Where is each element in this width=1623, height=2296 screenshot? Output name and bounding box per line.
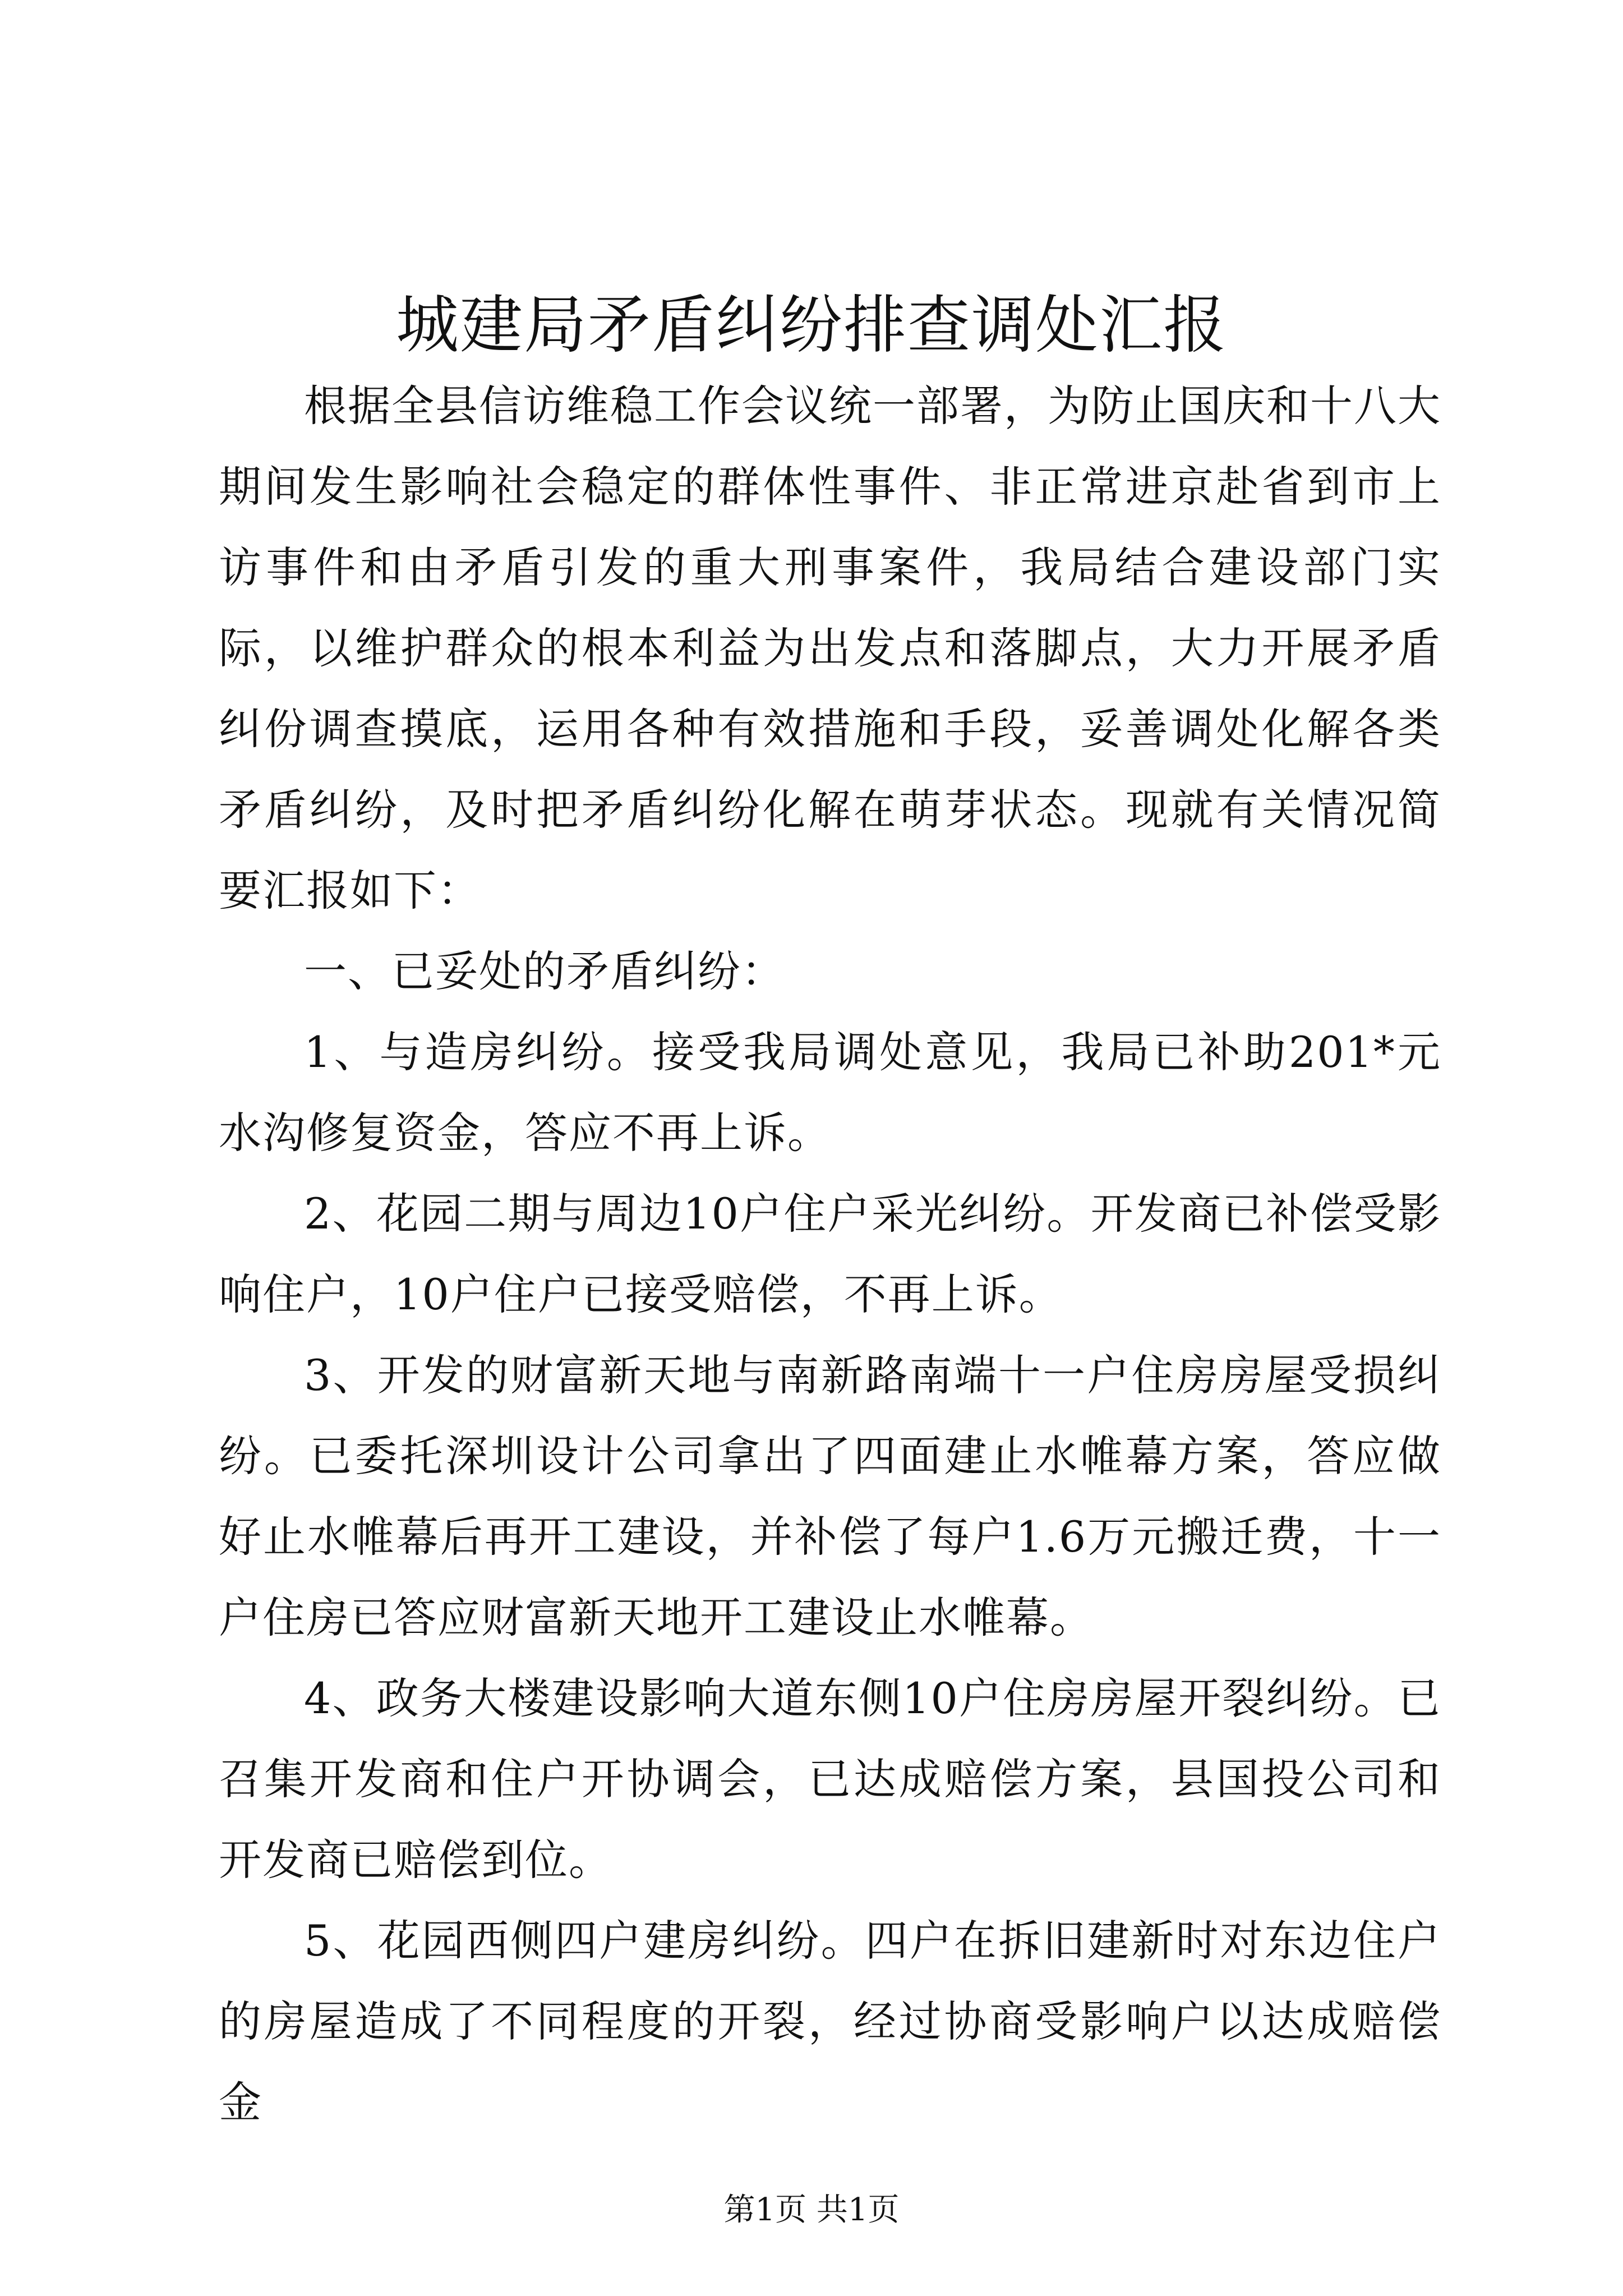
page-footer: 第1页 共1页	[723, 2192, 900, 2228]
item-paragraph: 1、与造房纠纷。接受我局调处意见，我局已补助201*元水沟修复资金，答应不再上诉。	[219, 1027, 1441, 1158]
item-paragraph: 2、花园二期与周边10户住户采光纠纷。开发商已补偿受影响住户，10户住户已接受赔偿，不再上诉。	[219, 1189, 1441, 1319]
section-heading: 一、已妥处的矛盾纠纷：	[304, 946, 785, 996]
item-paragraph: 5、花园西侧四户建房纠纷。四户在拆旧建新时对东边住户的房屋造成了不同程度的开裂，经过协商受影响户以达成赔偿金	[219, 1916, 1441, 2127]
document-title: 城建局矛盾纠纷排查调处汇报	[396, 289, 1227, 362]
document-body	[219, 366, 1441, 2143]
item-paragraph: 3、开发的财富新天地与南新路南端十一户住房房屋受损纠纷。已委托深圳设计公司拿出了四面建止水帷幕方案，答应做好止水帷幕后再开工建设，并补偿了每户1.6万元搬迁费，十一户住房已答应财富新天地开工建设止水帷幕。	[219, 1350, 1441, 1642]
intro-paragraph: 根据全县信访维稳工作会议统一部署，为防止国庆和十八大期间发生影响社会稳定的群体性事件、非正常进京赴省到市上访事件和由矛盾引发的重大刑事案件，我局结合建设部门实际，以维护群众的根本利益为出发点和落脚点，大力开展矛盾纠份调查摸底，运用各种有效措施和手段，妥善调处化解各类矛盾纠纷，及时把矛盾纠纷化解在萌芽状态。现就有关情况简要汇报如下：	[219, 381, 1441, 915]
item-paragraph: 4、政务大楼建设影响大道东侧10户住房房屋开裂纠纷。已召集开发商和住户开协调会，已达成赔偿方案，县国投公司和开发商已赔偿到位。	[219, 1673, 1441, 1885]
